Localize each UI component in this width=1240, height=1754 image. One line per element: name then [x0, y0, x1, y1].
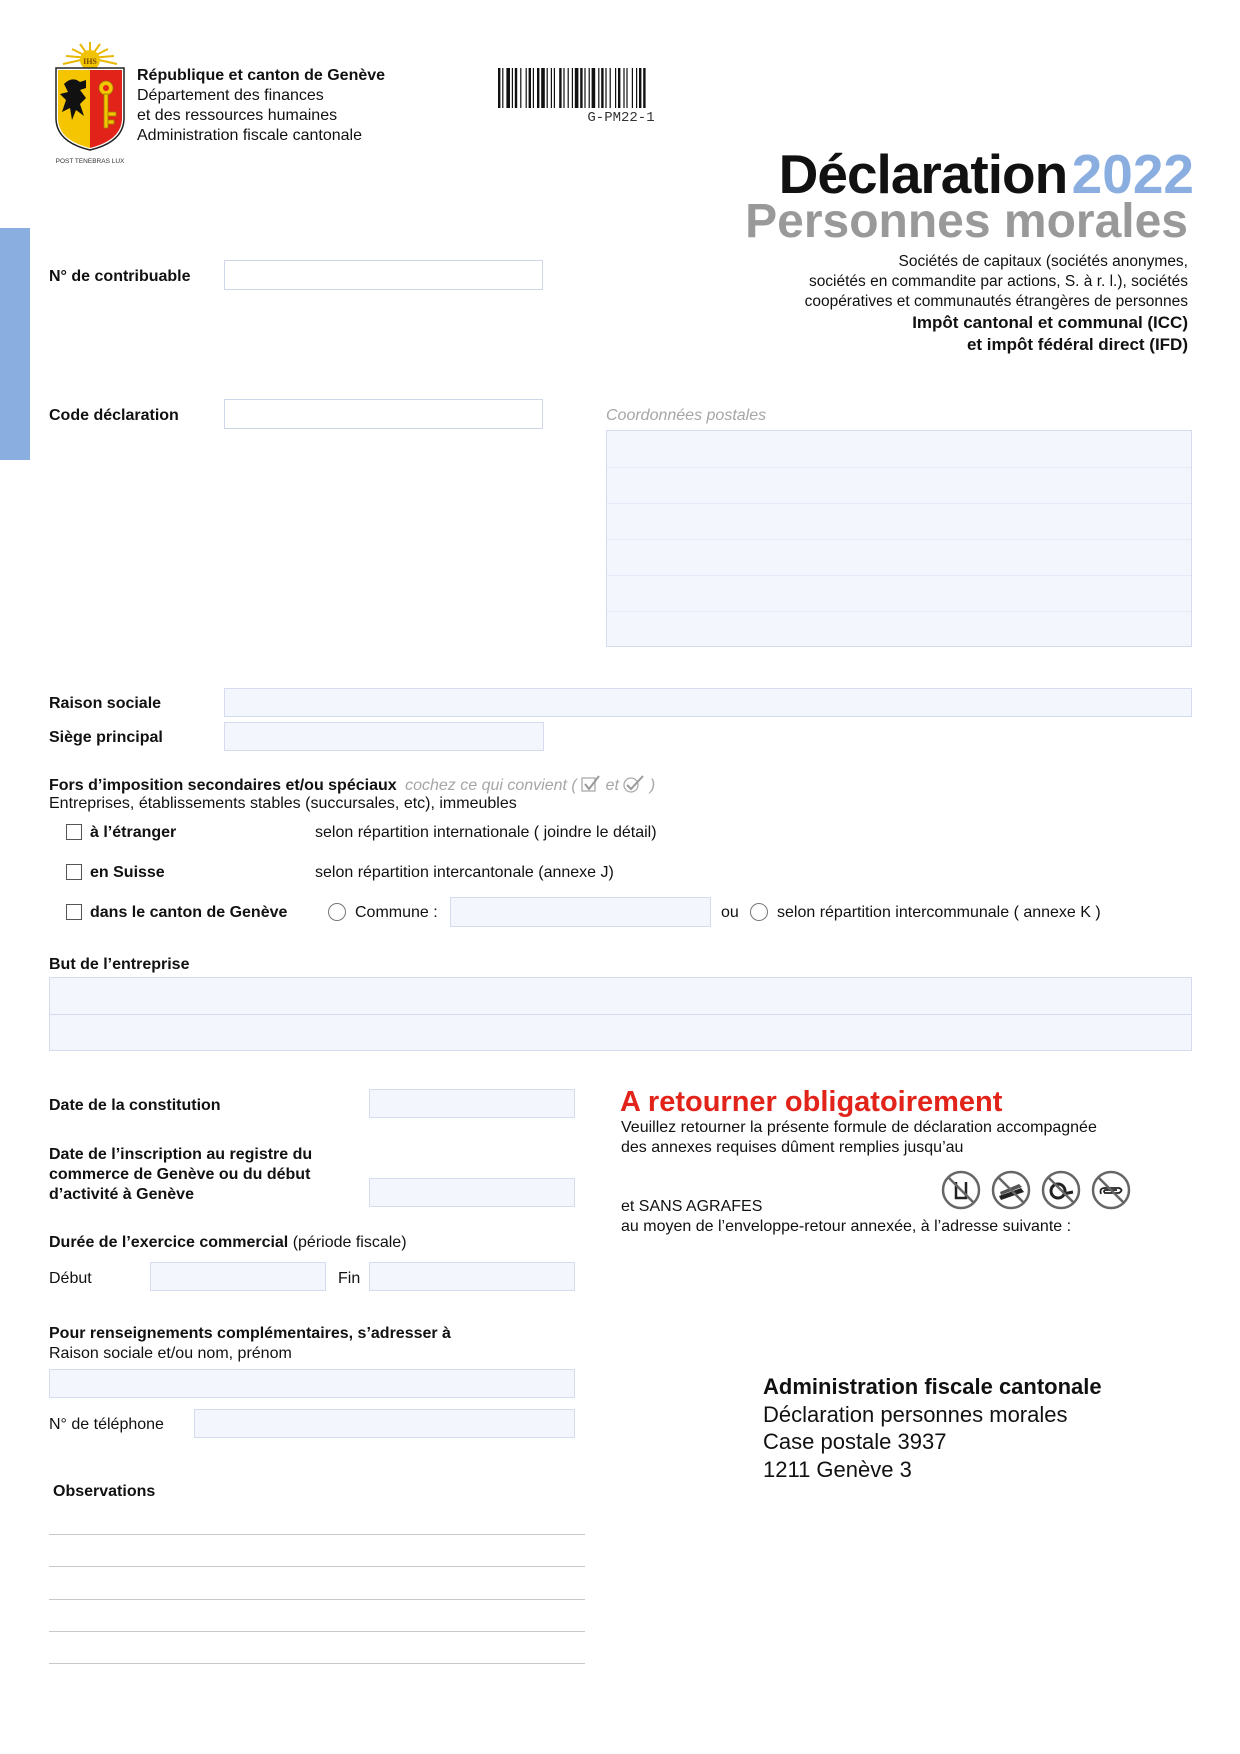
- svg-text:IHS: IHS: [83, 57, 97, 66]
- etranger-checkbox[interactable]: [66, 824, 82, 840]
- title-description-line3: coopératives et communautés étrangères de personnes: [804, 293, 1188, 310]
- intercommunale-label: selon répartition intercommunale ( annexe K ): [777, 904, 1101, 921]
- address-line1: Administration fiscale cantonale: [763, 1374, 1102, 1399]
- constitution-label: Date de la constitution: [49, 1097, 221, 1114]
- org-name: République et canton de Genève: [137, 67, 386, 84]
- inscription-label-line3: d’activité à Genève: [49, 1186, 194, 1203]
- return-line2: des annexes requises dûment remplies jusqu’au: [621, 1139, 964, 1156]
- postal-address-box[interactable]: [606, 430, 1192, 647]
- return-line4: au moyen de l’enveloppe-retour annexée, à l’adresse suivante :: [621, 1218, 1072, 1235]
- tax-line-ifd: et impôt fédéral direct (IFD): [966, 335, 1188, 354]
- exercice-label: Durée de l’exercice commercial: [49, 1234, 289, 1251]
- address-line2: Déclaration personnes morales: [763, 1401, 1068, 1427]
- title-description-line2: sociétés en commandite par actions, S. à r. l.), sociétés: [808, 273, 1188, 290]
- fors-hint: cochez ce qui convient (: [405, 777, 577, 794]
- observations-line-1[interactable]: [49, 1534, 585, 1535]
- title-description-line1: Sociétés de capitaux (sociétés anonymes,: [898, 253, 1188, 270]
- fors-hint-et: et: [605, 777, 619, 794]
- code-declaration-input[interactable]: [224, 399, 543, 429]
- no-paperclip-icon: [1091, 1170, 1131, 1210]
- no-stapler-icon: [991, 1170, 1031, 1210]
- tax-line-icc: Impôt cantonal et communal (ICC): [912, 313, 1188, 332]
- address-line4: 1211 Genève 3: [763, 1456, 912, 1482]
- phone-input[interactable]: [194, 1409, 575, 1438]
- raison-sociale-label: Raison sociale: [49, 695, 162, 712]
- no-tape-icon: [1041, 1170, 1081, 1210]
- fin-input[interactable]: [369, 1262, 575, 1291]
- barcode-code: G-PM22-1: [587, 110, 655, 126]
- checkmark-circle-icon: [623, 775, 645, 793]
- svg-text:POST TENEBRAS LUX: POST TENEBRAS LUX: [55, 158, 125, 165]
- exercice-suffix: (période fiscale): [292, 1234, 407, 1251]
- observations-line-3[interactable]: [49, 1599, 585, 1600]
- observations-line-4[interactable]: [49, 1631, 585, 1632]
- address-line3: Case postale 3937: [763, 1429, 947, 1454]
- no-staple-icon: [941, 1170, 981, 1210]
- inscription-input[interactable]: [369, 1178, 575, 1207]
- contact-name-input[interactable]: [49, 1369, 575, 1398]
- commune-input[interactable]: [450, 897, 711, 927]
- geneve-label: dans le canton de Genève: [90, 904, 288, 921]
- phone-label: N° de téléphone: [49, 1416, 164, 1433]
- geneve-checkbox[interactable]: [66, 904, 82, 920]
- checkmark-box-icon: [581, 775, 601, 793]
- etranger-description: selon répartition internationale ( joindre le détail): [315, 824, 657, 841]
- ou-label: ou: [721, 904, 739, 921]
- constitution-input[interactable]: [369, 1089, 575, 1118]
- return-line3: et SANS AGRAFES: [621, 1198, 763, 1215]
- contact-title: Pour renseignements complémentaires, s’adresser à: [49, 1325, 451, 1342]
- org-administration: Administration fiscale cantonale: [137, 127, 363, 144]
- inscription-label-line2: commerce de Genève ou du début: [49, 1166, 311, 1183]
- intercommunale-radio[interactable]: [750, 903, 768, 921]
- debut-label: Début: [49, 1270, 92, 1287]
- title-year: 2022: [1071, 143, 1194, 205]
- fin-label: Fin: [338, 1270, 361, 1287]
- commune-label: Commune :: [355, 904, 438, 921]
- contribuable-label: N° de contribuable: [49, 268, 191, 285]
- return-title: A retourner obligatoirement: [620, 1086, 1003, 1118]
- code-declaration-label: Code déclaration: [49, 407, 179, 424]
- but-input[interactable]: [49, 977, 1192, 1051]
- contribuable-input[interactable]: [224, 260, 543, 290]
- org-department-line1: Département des finances: [137, 87, 324, 104]
- return-line1: Veuillez retourner la présente formule de déclaration accompagnée: [621, 1119, 1097, 1136]
- barcode: [498, 68, 744, 108]
- title-subtitle: Personnes morales: [745, 195, 1188, 248]
- fors-subtitle: Entreprises, établissements stables (succursales, etc), immeubles: [49, 795, 517, 812]
- postal-label: Coordonnées postales: [606, 407, 767, 424]
- etranger-label: à l’étranger: [90, 824, 177, 841]
- raison-sociale-input[interactable]: [224, 688, 1192, 717]
- fors-hint-close: ): [649, 777, 656, 794]
- commune-radio[interactable]: [328, 903, 346, 921]
- contact-subtitle: Raison sociale et/ou nom, prénom: [49, 1345, 292, 1362]
- observations-line-2[interactable]: [49, 1566, 585, 1567]
- but-label: But de l’entreprise: [49, 956, 190, 973]
- observations-line-5[interactable]: [49, 1663, 585, 1664]
- fors-title: Fors d’imposition secondaires et/ou spéciaux: [49, 777, 397, 794]
- org-department-line2: et des ressources humaines: [137, 107, 338, 124]
- title-word: Déclaration: [778, 143, 1068, 205]
- side-tab: [0, 228, 30, 460]
- suisse-checkbox[interactable]: [66, 864, 82, 880]
- suisse-label: en Suisse: [90, 864, 165, 881]
- observations-label: Observations: [53, 1483, 156, 1500]
- siege-principal-label: Siège principal: [49, 729, 163, 746]
- siege-principal-input[interactable]: [224, 722, 544, 751]
- geneva-coat-of-arms: [50, 40, 130, 165]
- debut-input[interactable]: [150, 1262, 326, 1291]
- suisse-description: selon répartition intercantonale (annexe J): [315, 864, 614, 881]
- inscription-label-line1: Date de l’inscription au registre du: [49, 1146, 313, 1163]
